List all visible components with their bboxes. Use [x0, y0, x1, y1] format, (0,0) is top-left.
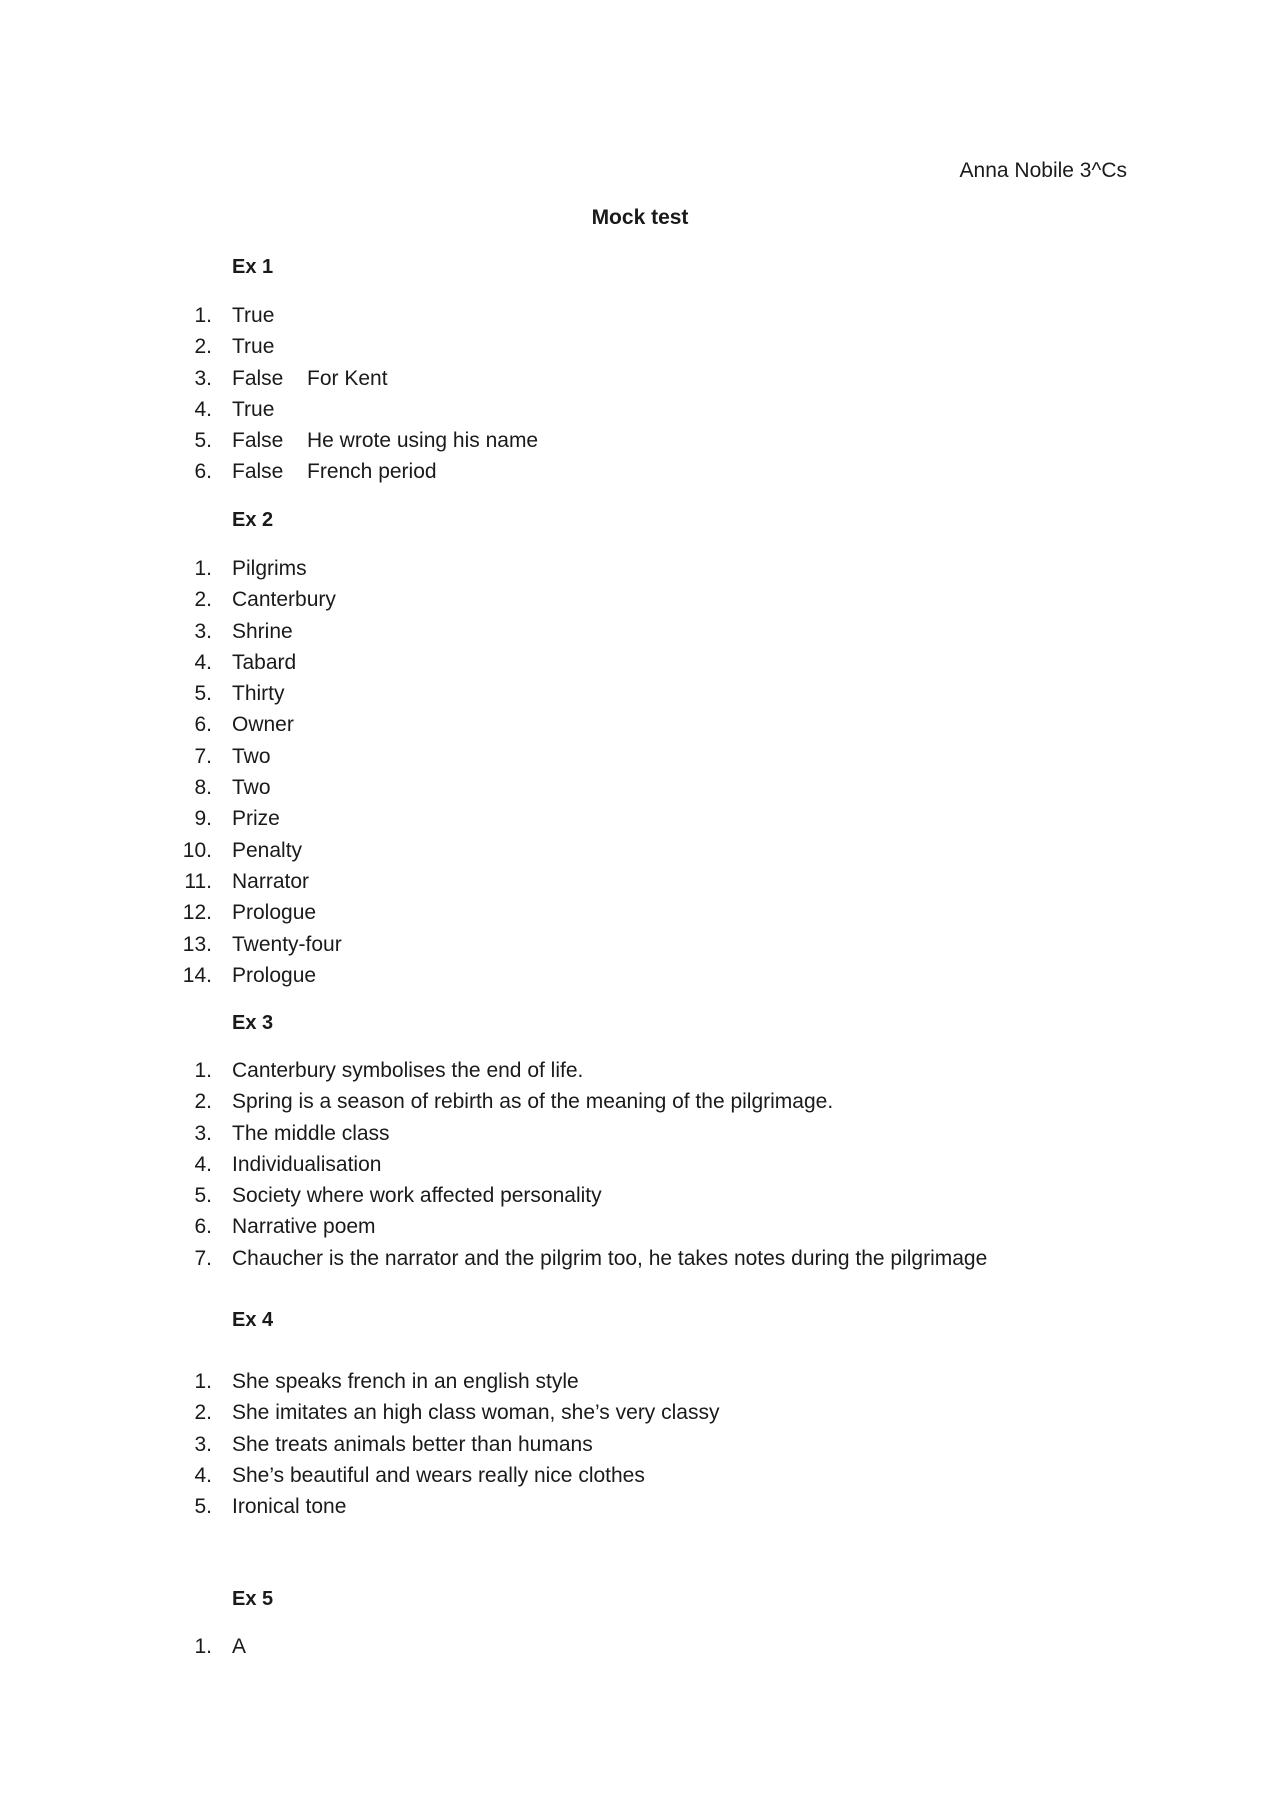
- item-text: Spring is a season of rebirth as of the meaning of the pilgrimage.: [232, 1090, 834, 1114]
- item-text: She speaks french in an english style: [232, 1370, 579, 1393]
- item-note: For Kent: [307, 366, 388, 390]
- item-text: Canterbury: [232, 588, 336, 612]
- item-number: 2.: [194, 335, 212, 359]
- item-text: Ironical tone: [232, 1495, 347, 1519]
- list-item: [0, 427, 1280, 458]
- list-item: [0, 837, 1280, 868]
- item-text: Canterbury symbolises the end of life.: [232, 1059, 584, 1082]
- item-text: Penalty: [232, 838, 303, 862]
- item-number: 5.: [194, 682, 212, 706]
- item-text: Shrine: [232, 619, 293, 643]
- item-text: Chaucher is the narrator and the pilgrim too, he takes notes during the pilgrimage: [232, 1246, 988, 1270]
- list-item: [0, 555, 1280, 586]
- item-number: 13.: [182, 932, 212, 956]
- item-number: 8.: [194, 776, 212, 800]
- item-number: 1.: [194, 1635, 212, 1658]
- item-text: Narrative poem: [232, 1215, 376, 1239]
- item-number: 12.: [182, 901, 212, 925]
- list-item: [0, 1399, 1280, 1430]
- item-number: 3.: [194, 619, 212, 643]
- list-item: [0, 302, 1280, 333]
- item-answer: False: [232, 429, 284, 453]
- item-text: Owner: [232, 713, 294, 737]
- item-text: The middle class: [232, 1121, 390, 1145]
- item-number: 10.: [182, 838, 212, 862]
- item-number: 7.: [194, 744, 212, 768]
- list-item: [0, 711, 1280, 742]
- list-item: [0, 333, 1280, 364]
- list-item: [0, 1057, 1280, 1088]
- item-number: 2.: [194, 588, 212, 612]
- list-item: [0, 1182, 1280, 1213]
- item-number: 4.: [194, 1463, 212, 1487]
- item-text: She treats animals better than humans: [232, 1432, 593, 1456]
- ex5-list: [0, 1633, 1280, 1664]
- item-number: 1.: [194, 304, 212, 327]
- list-item: [0, 1368, 1280, 1399]
- list-item: [0, 1462, 1280, 1493]
- list-item: [0, 586, 1280, 617]
- list-item: [0, 868, 1280, 899]
- item-number: 5.: [194, 429, 212, 453]
- ex3-list: [0, 1057, 1280, 1276]
- ex2-heading: Ex 2: [232, 509, 274, 531]
- item-text: Two: [232, 744, 271, 768]
- list-item: [0, 1213, 1280, 1244]
- item-number: 14.: [182, 963, 212, 987]
- item-note: He wrote using his name: [307, 429, 539, 453]
- item-number: 3.: [194, 1121, 212, 1145]
- list-item: [0, 1120, 1280, 1151]
- item-answer: False: [232, 460, 284, 484]
- item-number: 4.: [194, 397, 212, 421]
- item-number: 6.: [194, 1215, 212, 1239]
- item-text: Tabard: [232, 650, 297, 674]
- item-number: 6.: [194, 713, 212, 737]
- ex4-list: [0, 1368, 1280, 1524]
- item-number: 7.: [194, 1246, 212, 1270]
- item-number: 1.: [194, 1370, 212, 1393]
- item-answer: True: [232, 397, 275, 421]
- list-item: [0, 962, 1280, 993]
- item-answer: True: [232, 335, 275, 359]
- item-answer: False: [232, 366, 284, 390]
- list-item: [0, 805, 1280, 836]
- item-text: She’s beautiful and wears really nice clothes: [232, 1463, 645, 1487]
- item-text: A: [232, 1635, 247, 1658]
- list-item: [0, 743, 1280, 774]
- list-item: [0, 1431, 1280, 1462]
- item-text: She imitates an high class woman, she’s very classy: [232, 1401, 720, 1425]
- list-item: [0, 618, 1280, 649]
- list-item: [0, 1151, 1280, 1182]
- item-number: 1.: [194, 557, 212, 580]
- item-number: 4.: [194, 1152, 212, 1176]
- ex3-heading: Ex 3: [232, 1012, 274, 1034]
- ex4-heading: Ex 4: [232, 1309, 274, 1331]
- ex1-list: [0, 302, 1280, 490]
- ex2-list: [0, 555, 1280, 993]
- item-number: 3.: [194, 366, 212, 390]
- ex5-heading: Ex 5: [232, 1588, 274, 1610]
- list-item: [0, 899, 1280, 930]
- item-text: Prize: [232, 807, 280, 831]
- list-item: [0, 649, 1280, 680]
- item-number: 3.: [194, 1432, 212, 1456]
- ex1-heading: Ex 1: [232, 256, 274, 278]
- item-number: 11.: [184, 869, 212, 893]
- list-item: [0, 1245, 1280, 1276]
- item-text: Society where work affected personality: [232, 1184, 602, 1208]
- item-number: 5.: [194, 1184, 212, 1208]
- list-item: [0, 365, 1280, 396]
- list-item: [0, 931, 1280, 962]
- item-number: 2.: [194, 1401, 212, 1425]
- page-title: Mock test: [591, 206, 689, 229]
- item-number: 9.: [194, 807, 212, 831]
- item-text: Two: [232, 776, 271, 800]
- item-text: Thirty: [232, 682, 285, 706]
- item-number: 5.: [194, 1495, 212, 1519]
- list-item: [0, 458, 1280, 489]
- item-text: Prologue: [232, 901, 317, 925]
- list-item: [0, 396, 1280, 427]
- item-answer: True: [232, 304, 275, 327]
- list-item: [0, 1493, 1280, 1524]
- item-text: Pilgrims: [232, 557, 307, 580]
- item-number: 4.: [194, 650, 212, 674]
- list-item: [0, 774, 1280, 805]
- item-number: 6.: [194, 460, 212, 484]
- item-number: 1.: [194, 1059, 212, 1082]
- item-text: Prologue: [232, 963, 317, 987]
- item-text: Twenty-four: [232, 932, 342, 956]
- item-text: Individualisation: [232, 1152, 382, 1176]
- item-note: French period: [307, 460, 437, 484]
- list-item: [0, 1633, 1280, 1664]
- item-number: 2.: [194, 1090, 212, 1114]
- author-name: Anna Nobile 3^Cs: [959, 159, 1127, 182]
- list-item: [0, 680, 1280, 711]
- item-text: Narrator: [232, 869, 310, 893]
- list-item: [0, 1088, 1280, 1119]
